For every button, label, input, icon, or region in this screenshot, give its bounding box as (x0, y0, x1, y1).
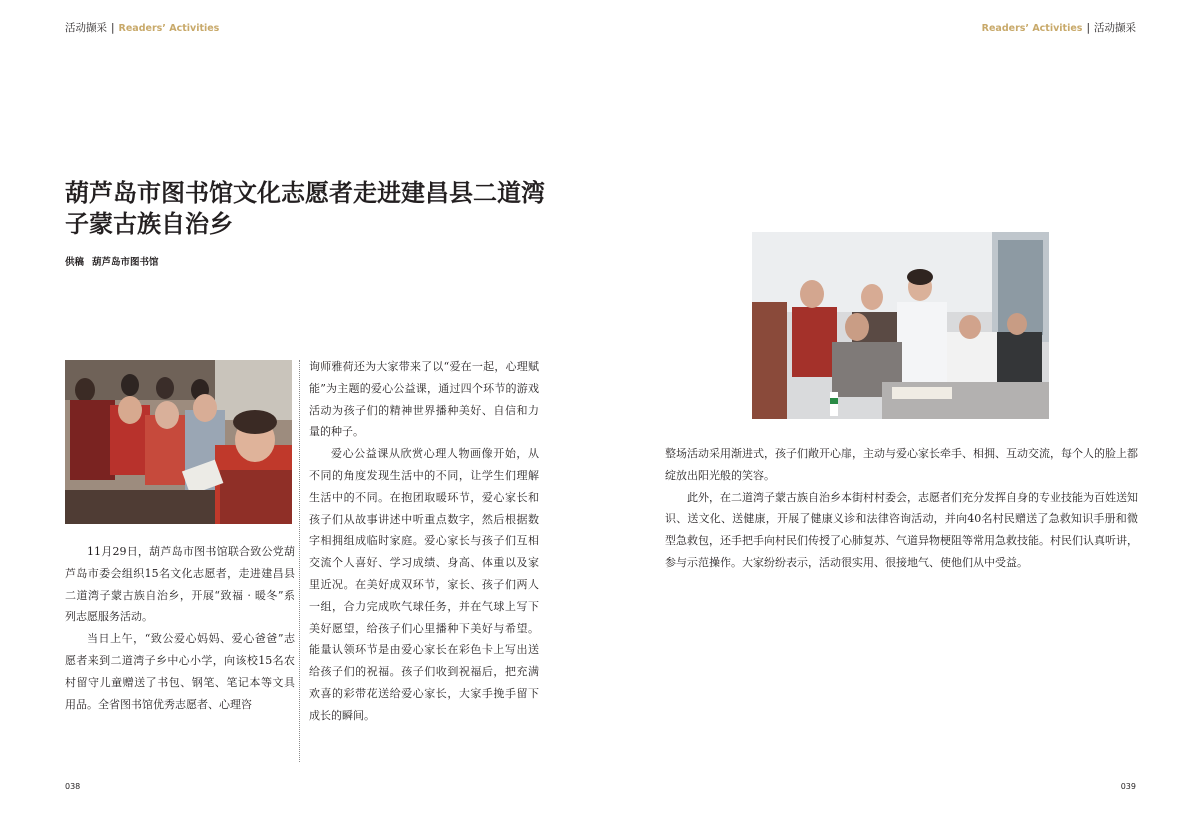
byline-label: 供稿 (65, 257, 85, 268)
section-name-en: Readers’ Activities (118, 23, 220, 34)
paragraph-continued: 整场活动采用渐进式，孩子们敞开心扉，主动与爱心家长牵手、相拥、互动交流，每个人的脸上都绽放出阳光般的笑容。 (665, 447, 1138, 482)
article-title: 葫芦岛市图书馆文化志愿者走进建昌县二道湾子蒙古族自治乡 (65, 179, 545, 238)
byline (65, 254, 159, 268)
paragraph-continued: 询师雅荷还为大家带来了以“爱在一起，心理赋能”为主题的爱心公益课，通过四个环节的游戏活动为孩子们的精神世界播种美好、自信和力量的种子。 (309, 360, 539, 439)
running-header-left (65, 21, 219, 36)
section-name-en: Readers’ Activities (981, 23, 1083, 34)
article-column-3 (665, 443, 1138, 574)
section-name-zh: 活动撷采 (1094, 22, 1136, 34)
paragraph: 此外，在二道湾子蒙古族自治乡本街村村委会，志愿者们充分发挥自身的专业技能为百姓送知识、送文化、送健康，开展了健康义诊和法律咨询活动，并向40名村民赠送了急救知识手册和微型急救包，还手把手向村民们传授了心肺复苏、气道异物梗阻等常用急救技能。村民们认真听讲，参与示范操作。大家纷纷表示，活动很实用、很接地气、使他们从中受益。 (665, 490, 1138, 569)
header-separator: | (111, 22, 115, 34)
page-number-right: 039 (1120, 782, 1136, 791)
article-column-1 (65, 541, 295, 715)
photo-health-consultation (752, 232, 1049, 419)
column-divider (299, 360, 300, 762)
article-column-2 (309, 356, 539, 727)
photo-children-reading (65, 360, 292, 524)
section-name-zh: 活动撷采 (65, 22, 107, 34)
paragraph: 11月29日，葫芦岛市图书馆联合致公党葫芦岛市委会组织15名文化志愿者，走进建昌县二道湾子蒙古族自治乡，开展“致福 · 暖冬”系列志愿服务活动。 (65, 545, 295, 624)
byline-source: 葫芦岛市图书馆 (92, 257, 159, 268)
page-number-left: 038 (65, 782, 81, 791)
running-header-right (982, 21, 1136, 36)
paragraph: 当日上午，“致公爱心妈妈、爱心爸爸”志愿者来到二道湾子乡中心小学，向该校15名农村留守儿童赠送了书包、钢笔、笔记本等文具用品。全省图书馆优秀志愿者、心理咨 (65, 632, 295, 711)
header-separator: | (1086, 22, 1090, 34)
right-page (600, 0, 1200, 827)
paragraph: 爱心公益课从欣赏心理人物画像开始，从不同的角度发现生活中的不同，让学生们理解生活中的不同。在抱团取暖环节，爱心家长和孩子们从故事讲述中听重点数字，然后根据数字相拥组成临时家庭。爱心家长与孩子们互相交流个人喜好、学习成绩、身高、体重以及家里近况。在美好成双环节，家长、孩子们两人一组，合力完成吹气球任务，并在气球上写下美好愿望，给孩子们心里播种下美好与希望。能量认领环节是由爱心家长在彩色卡上写出送给孩子们的祝福。孩子们收到祝福后，把充满欢喜的彩带花送给爱心家长，大家手挽手留下成长的瞬间。 (309, 447, 539, 722)
